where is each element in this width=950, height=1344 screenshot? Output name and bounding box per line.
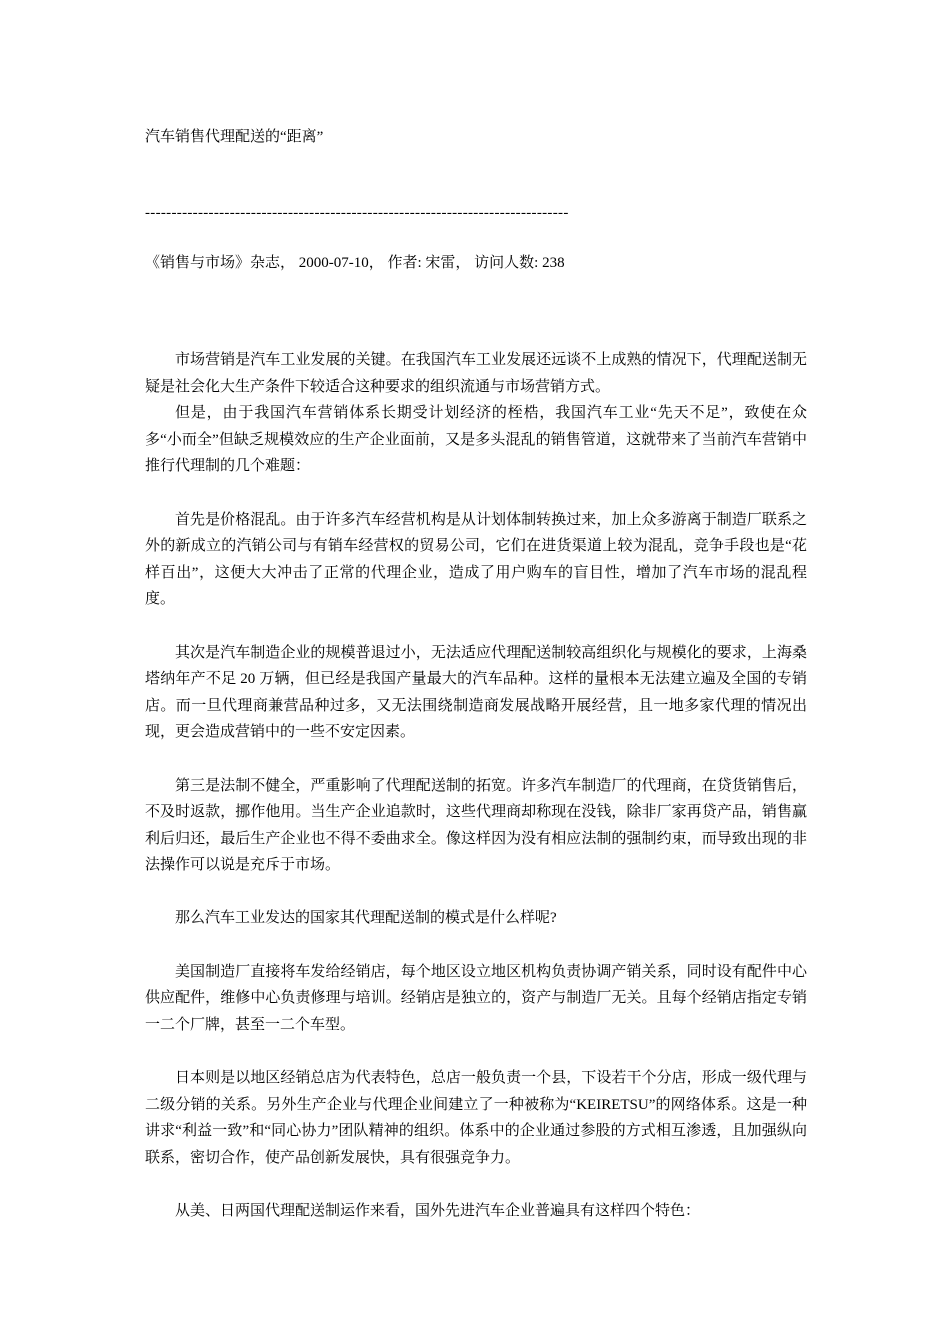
article-body (145, 347, 807, 1225)
paragraph: 市场营销是汽车工业发展的关键。在我国汽车工业发展还远谈不上成熟的情况下，代理配送制无疑是社会化大生产条件下较适合这种要求的组织流通与市场营销方式。 (145, 352, 807, 395)
document-title: 汽车销售代理配送的“距离” (145, 129, 324, 145)
paragraph: 首先是价格混乱。由于许多汽车经营机构是从计划体制转换过来，加上众多游离于制造厂联系之外的新成立的汽销公司与有销车经营权的贸易公司，它们在进货渠道上较为混乱，竞争手段也是“花样百出”，这便大大冲击了正常的代理企业，造成了用户购车的盲目性，增加了汽车市场的混乱程度。 (145, 511, 807, 608)
paragraph: 美国制造厂直接将车发给经销店，每个地区设立地区机构负责协调产销关系，同时设有配件中心供应配件，维修中心负责修理与培训。经销店是独立的，资产与制造厂无关。且每个经销店指定专销一二个厂牌，甚至一二个车型。 (145, 963, 807, 1033)
paragraph: 日本则是以地区经销总店为代表特色，总店一般负责一个县，下设若干个分店，形成一级代理与二级分销的关系。另外生产企业与代理企业间建立了一种被称为“KEIRETSU”的网络体系。这是一种讲求“利益一致”和“同心协力”团队精神的组织。体系中的企业通过参股的方式相互渗透，且加强纵向联系，密切合作，使产品创新发展快，具有很强竞争力。 (145, 1070, 807, 1166)
paragraph: 其次是汽车制造企业的规模普退过小，无法适应代理配送制较高组织化与规模化的要求，上海桑塔纳年产不足 20 万辆，但已经是我国产量最大的汽车品种。这样的量根本无法建立遍及全国的专销店。而一旦代理商兼营品种过多，又无法围绕制造商发展战略开展经营，且一地多家代理的情况出现，更会造成营销中的一些不安定因素。 (145, 644, 807, 741)
paragraph: 但是，由于我国汽车营销体系长期受计划经济的桎梏，我国汽车工业“先天不足”，致使在众多“小而全”但缺乏规模效应的生产企业面前，又是多头混乱的销售管道，这就带来了当前汽车营销中推行代理制的几个难题： (145, 405, 807, 475)
paragraph: 第三是法制不健全，严重影响了代理配送制的拓宽。许多汽车制造厂的代理商，在贷货销售后，不及时返款，挪作他用。当生产企业追款时，这些代理商却称现在没钱，除非厂家再贷产品，销售赢利后归还，最后生产企业也不得不委曲求全。像这样因为没有相应法制的强制约束，而导致出现的非法操作可以说是充斥于市场。 (145, 777, 807, 874)
article-meta: 《销售与市场》杂志， 2000-07-10， 作者: 宋雷， 访问人数: 238 (145, 255, 565, 271)
paragraph: 那么汽车工业发达的国家其代理配送制的模式是什么样呢? (175, 910, 557, 927)
divider-line: -------------------------------------------------------------------------------- (145, 205, 569, 221)
paragraph: 从美、日两国代理配送制运作来看，国外先进汽车企业普遍具有这样四个特色： (175, 1203, 701, 1219)
